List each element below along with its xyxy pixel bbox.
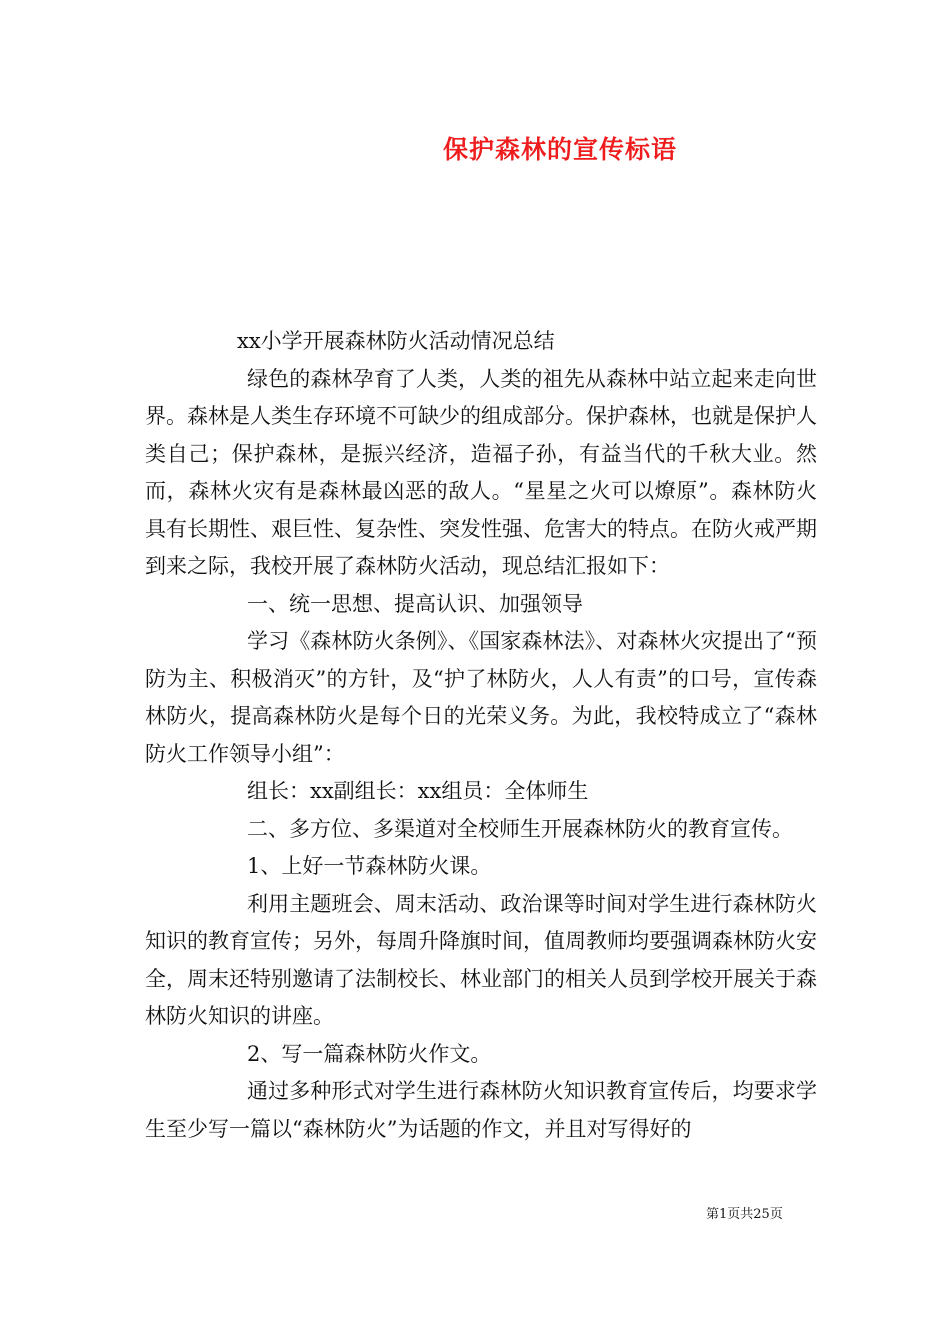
paragraph-lesson: 利用主题班会、周末活动、政治课等时间对学生进行森林防火知识的教育宣传；另外，每周升降旗时间，值周教师均要强调森林防火安全，周末还特别邀请了法制校长、林业部门的相关人员到学校开展关于森林防火知识的讲座。 (145, 891, 817, 1028)
page-number-footer: 第1页共25页 (706, 1207, 783, 1222)
subheading-essay: 2、写一篇森林防火作文。 (247, 1041, 492, 1066)
paragraph-study: 学习《森林防火条例》、《国家森林法》、对森林火灾提出了“预防为主、积极消灭”的方针，及“护了林防火，人人有责”的口号，宣传森林防火，提高森林防火是每个日的光荣义务。为此，我校特成立了“森林防火工作领导小组”： (145, 629, 817, 766)
document-subtitle: xx小学开展森林防火活动情况总结 (237, 329, 555, 353)
paragraph-group-members: 组长：xx副组长：xx组员：全体师生 (247, 779, 589, 803)
section-heading-2: 二、多方位、多渠道对全校师生开展森林防火的教育宣传。 (247, 816, 793, 841)
paragraph-intro: 绿色的森林孕育了人类，人类的祖先从森林中站立起来走向世界。森林是人类生存环境不可缺少的组成部分。保护森林，也就是保护人类自己；保护森林，是振兴经济，造福子孙，有益当代的千秋大业。然而，森林火灾有是森林最凶恶的敌人。“星星之火可以燎原”。森林防火具有长期性、艰巨性、复杂性、突发性强、危害大的特点。在防火戒严期到来之际，我校开展了森林防火活动，现总结汇报如下： (145, 366, 817, 578)
document-body (145, 323, 817, 1148)
paragraph-essay: 通过多种形式对学生进行森林防火知识教育宣传后，均要求学生至少写一篇以“森林防火”为话题的作文，并且对写得好的 (145, 1079, 817, 1141)
subheading-lesson: 1、上好一节森林防火课。 (247, 854, 492, 878)
document-title: 保护森林的宣传标语 (442, 135, 677, 164)
section-heading-1: 一、统一思想、提高认识、加强领导 (247, 591, 583, 616)
